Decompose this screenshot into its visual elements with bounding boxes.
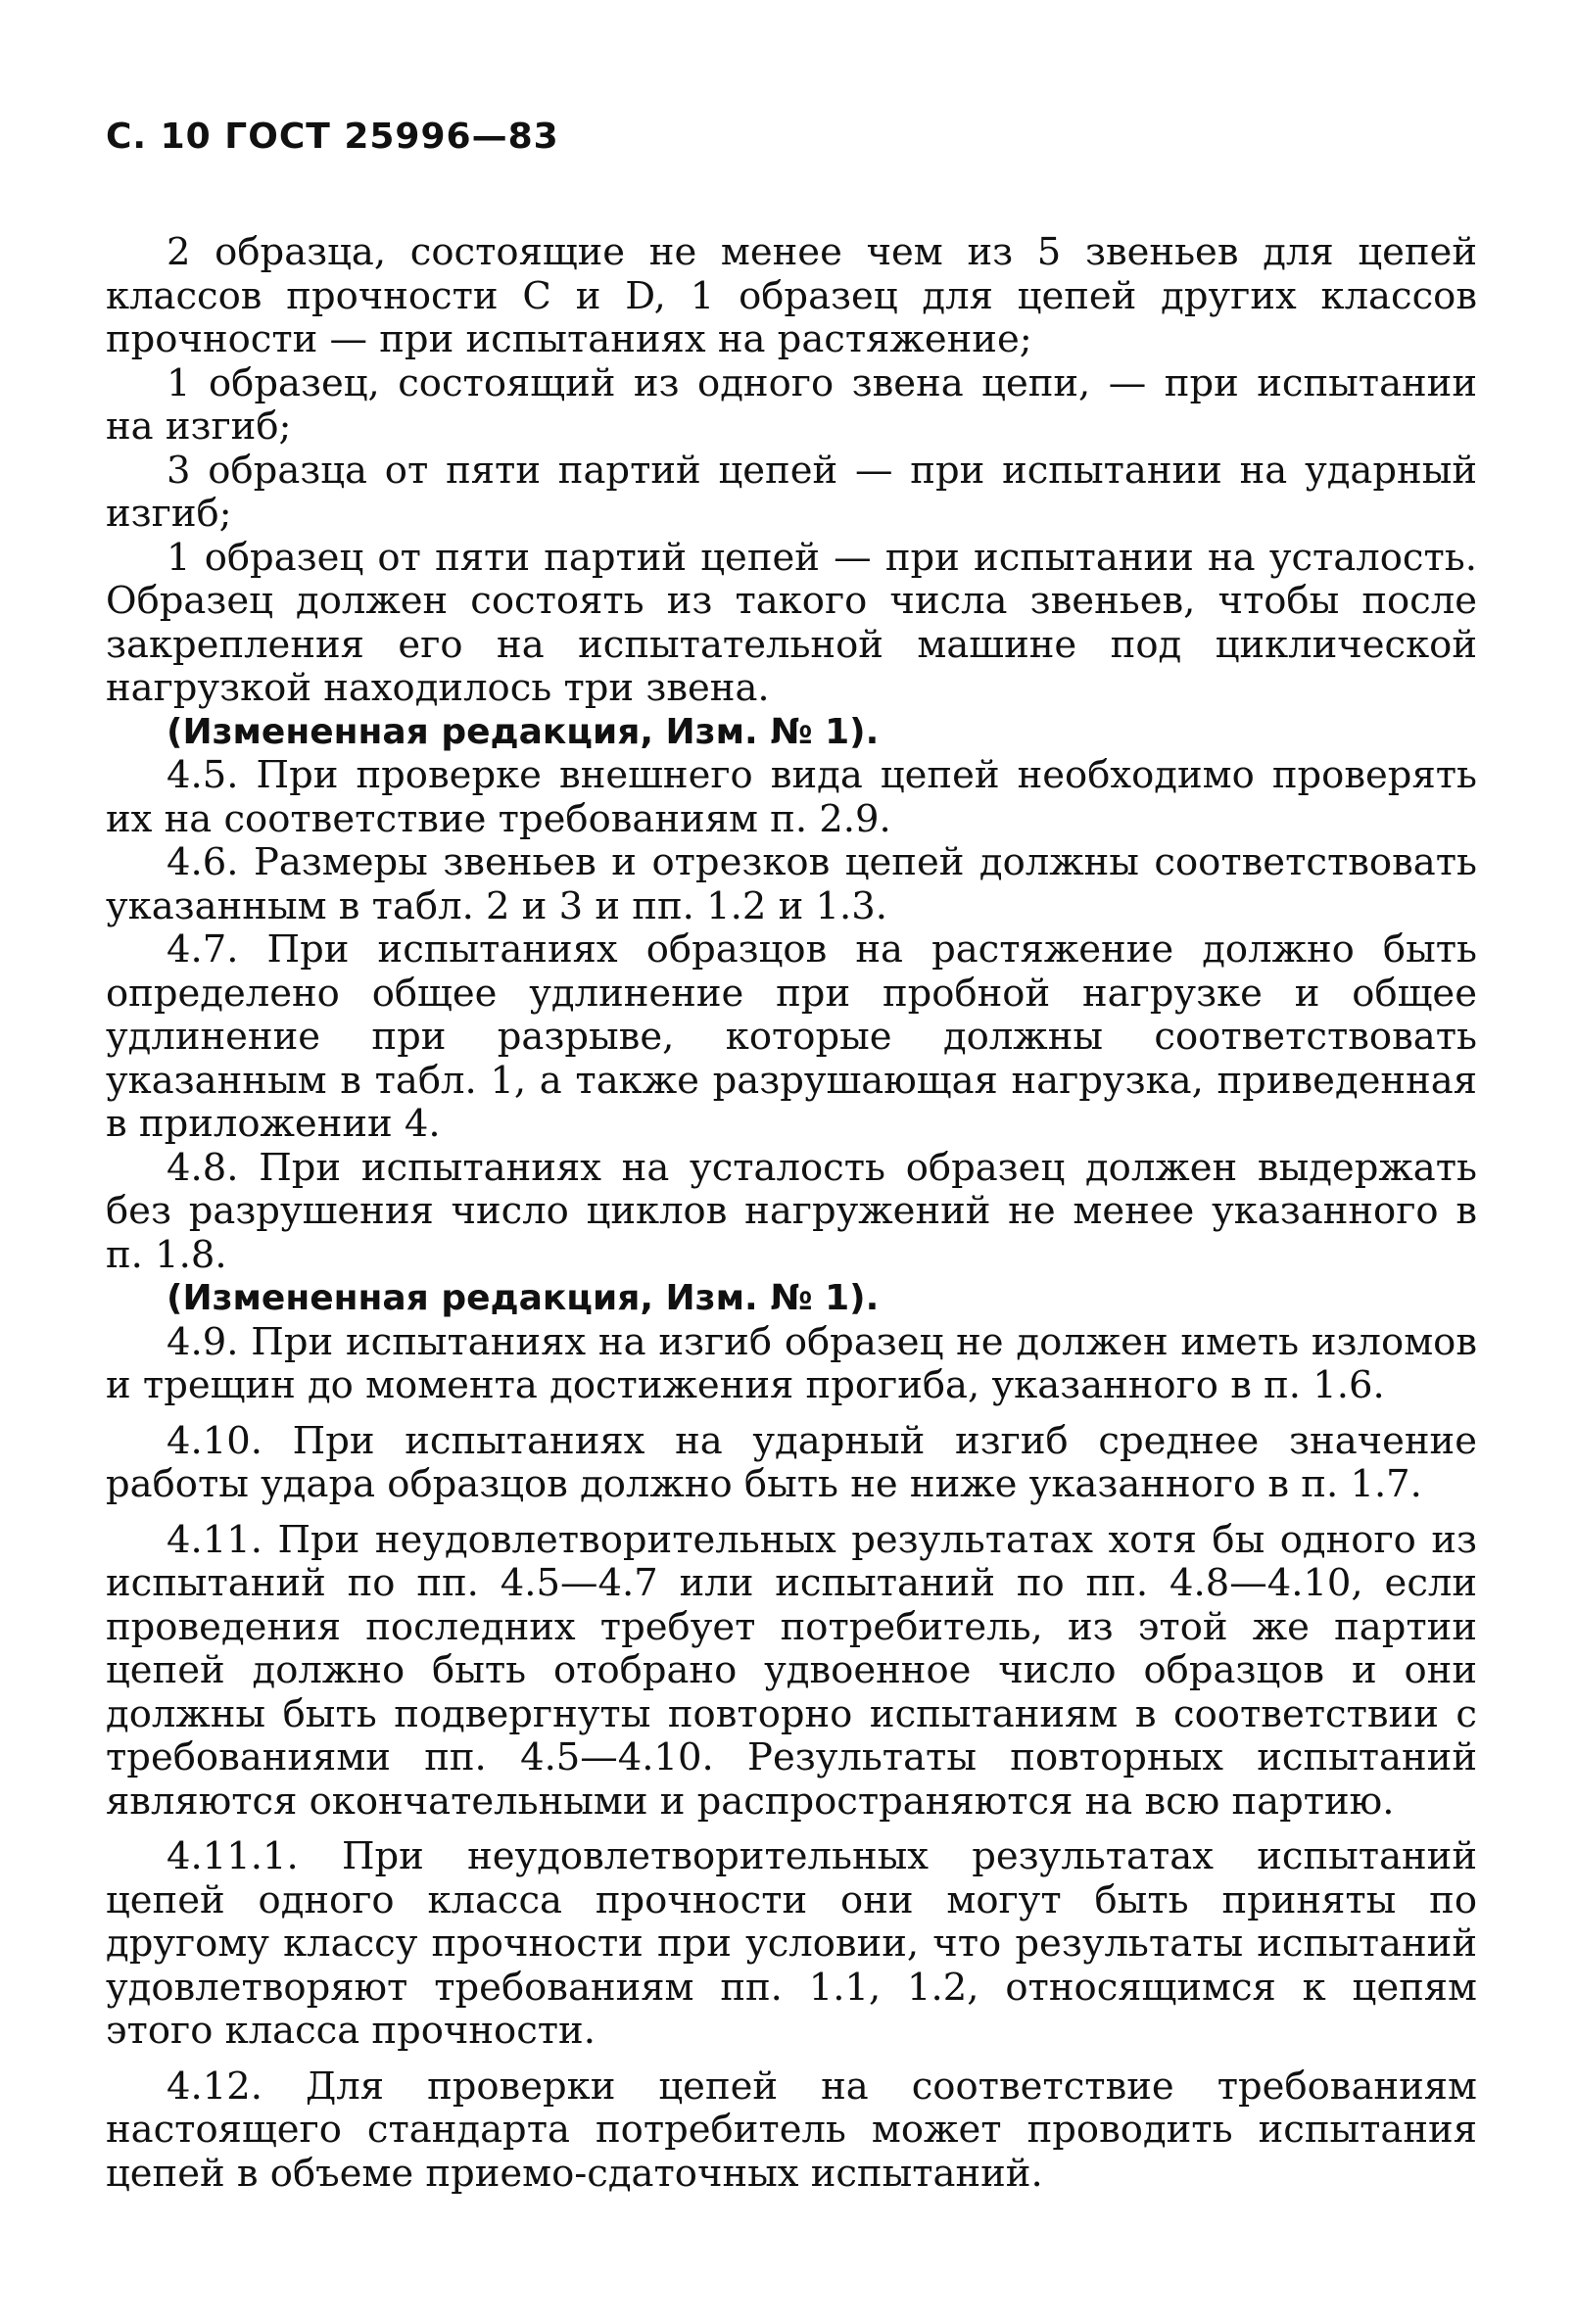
paragraph-samples-bending: 1 образец, состоящий из одного звена цепи, — при испытании на изгиб; — [106, 360, 1477, 449]
paragraph-samples-tension: 2 образца, состоящие не менее чем из 5 звеньев для цепей классов прочности С и D, 1 образец для цепей других классов прочности — при испытаниях на растяжение; — [106, 230, 1477, 361]
page-number: С. 10 — [106, 117, 212, 157]
clause-4-6: 4.6. Размеры звеньев и отрезков цепей должны соответствовать указанным в табл. 2 и 3 и пп. 1.2 и 1.3. — [106, 840, 1477, 928]
clause-4-10: 4.10. При испытаниях на ударный изгиб среднее значение работы удара образцов должно быть не ниже указанного в п. 1.7. — [106, 1418, 1477, 1506]
document-body — [106, 231, 1477, 2196]
clause-4-5: 4.5. При проверке внешнего вида цепей необходимо проверять их на соответствие требованиям п. 2.9. — [106, 753, 1477, 841]
document-page — [106, 116, 1477, 2196]
page-header — [106, 116, 1477, 159]
clause-4-11: 4.11. При неудовлетворительных результатах хотя бы одного из испытаний по пп. 4.5—4.7 или испытаний по пп. 4.8—4.10, если проведения последних требует потребитель, из этой же партии цепей должно быть отобрано удвоенное число образцов и они должны быть подвергнуты повторно испытаниям в соответствии с требованиями пп. 4.5—4.10. Результаты повторных испытаний являются окончательными и распространяются на всю партию. — [106, 1517, 1477, 1824]
clause-4-9: 4.9. При испытаниях на изгиб образец не должен иметь изломов и трещин до момента достижения прогиба, указанного в п. 1.6. — [106, 1319, 1477, 1407]
amendment-note: (Измененная редакция, Изм. № 1). — [167, 1278, 880, 1318]
standard-title: ГОСТ 25996—83 — [224, 117, 559, 157]
amendment-note: (Измененная редакция, Изм. № 1). — [167, 711, 880, 752]
clause-4-7: 4.7. При испытаниях образцов на растяжение должно быть определено общее удлинение при пробной нагрузке и общее удлинение при разрыве, которые должны соответствовать указанным в табл. 1, а также разрушающая нагрузка, приведенная в приложении 4. — [106, 927, 1477, 1146]
paragraph-samples-impact: 3 образца от пяти партий цепей — при испытании на ударный изгиб; — [106, 448, 1477, 536]
clause-4-8: 4.8. При испытаниях на усталость образец должен выдержать без разрушения число циклов нагружений не менее указанного в п. 1.8. — [106, 1145, 1477, 1277]
paragraph-samples-fatigue: 1 образец от пяти партий цепей — при испытании на усталость. Образец должен состоять из такого числа звеньев, чтобы после закрепления его на испытательной машине под циклической нагрузкой находилось три звена. — [106, 535, 1477, 710]
clause-4-11-1: 4.11.1. При неудовлетворительных результатах испытаний цепей одного класса прочности они могут быть приняты по другому классу прочности при условии, что результаты испытаний удовлетворяют требованиям пп. 1.1, 1.2, относящимся к цепям этого класса прочности. — [106, 1834, 1477, 2053]
clause-4-12: 4.12. Для проверки цепей на соответствие требованиям настоящего стандарта потребитель может проводить испытания цепей в объеме приемо-сдаточных испытаний. — [106, 2063, 1477, 2196]
